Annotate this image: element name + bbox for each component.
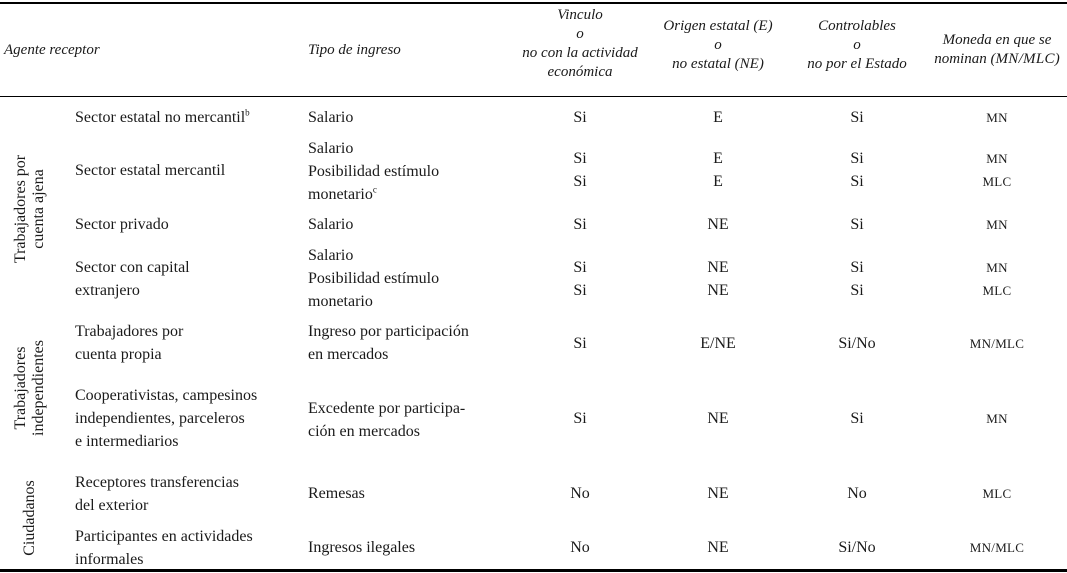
header-origen-line: o bbox=[714, 37, 722, 53]
row-tipo-line: Excedente por participa- bbox=[308, 400, 466, 417]
group-label bbox=[12, 340, 48, 436]
row-origen-line: NE bbox=[707, 282, 729, 299]
row-controlable bbox=[795, 256, 919, 302]
row-agente-line: e intermediarios bbox=[75, 433, 179, 450]
row-agente-line: extranjero bbox=[75, 282, 140, 299]
row-origen: NE bbox=[707, 539, 729, 556]
row-agente-line: Cooperativistas, campesinos bbox=[75, 387, 258, 404]
row-moneda: MN bbox=[986, 217, 1008, 232]
header-moneda-line2 bbox=[927, 50, 1067, 69]
group-label bbox=[12, 155, 48, 263]
row-tipo bbox=[308, 137, 439, 206]
row-vinculo bbox=[518, 147, 642, 193]
row-tipo bbox=[308, 536, 415, 559]
row-origen: E bbox=[713, 109, 723, 126]
row-agente-text: Sector estatal no mercantil bbox=[75, 109, 246, 126]
row-moneda-line: MLC bbox=[982, 283, 1012, 298]
header-origen bbox=[648, 17, 788, 74]
bottom-rule bbox=[0, 569, 1067, 572]
row-origen bbox=[656, 256, 780, 302]
row-vinculo bbox=[518, 256, 642, 302]
row-controlable bbox=[795, 147, 919, 193]
row-tipo-line: Posibilidad estímulo bbox=[308, 270, 440, 287]
header-agente-text: Agente receptor bbox=[4, 42, 100, 58]
header-vinculo-line: económica bbox=[547, 64, 613, 80]
row-moneda: MLC bbox=[982, 486, 1012, 501]
row-tipo bbox=[308, 213, 353, 236]
row-agente-line bbox=[75, 106, 250, 129]
row-vinculo: No bbox=[570, 485, 590, 502]
row-moneda-line: MN bbox=[986, 151, 1008, 166]
group-label bbox=[21, 480, 39, 556]
row-tipo-line: monetario bbox=[308, 293, 373, 310]
row-tipo-line: en mercados bbox=[308, 346, 389, 363]
row-agente-line: informales bbox=[75, 551, 144, 568]
row-moneda-line: MLC bbox=[982, 174, 1012, 189]
row-vinculo: No bbox=[570, 539, 590, 556]
row-tipo-line: Salario bbox=[308, 109, 354, 126]
header-moneda-codes: MN/MLC bbox=[995, 51, 1055, 67]
row-agente-line: cuenta propia bbox=[75, 346, 162, 363]
row-controlable-line: Si bbox=[850, 150, 864, 167]
header-moneda-prefix: nominan ( bbox=[934, 51, 996, 67]
row-agente-line: Receptores transferencias bbox=[75, 474, 239, 491]
row-tipo-line: Remesas bbox=[308, 485, 365, 502]
row-tipo bbox=[308, 482, 365, 505]
header-controlables-line: no por el Estado bbox=[807, 56, 907, 72]
row-vinculo: Si bbox=[573, 109, 587, 126]
header-vinculo-line: o bbox=[576, 26, 584, 42]
row-agente bbox=[75, 256, 190, 302]
row-moneda: MN/MLC bbox=[969, 540, 1025, 555]
row-moneda-line: MN bbox=[986, 260, 1008, 275]
row-controlable: No bbox=[847, 485, 867, 502]
row-controlable-line: Si bbox=[850, 173, 864, 190]
row-agente-line: Sector estatal mercantil bbox=[75, 162, 226, 179]
row-tipo bbox=[308, 397, 465, 443]
header-vinculo-line: Vinculo bbox=[557, 7, 603, 23]
row-controlable: Si/No bbox=[838, 335, 876, 352]
row-controlable: Si bbox=[850, 216, 864, 233]
row-tipo bbox=[308, 106, 353, 129]
group-label-line: Trabajadores por bbox=[12, 154, 29, 264]
header-moneda bbox=[927, 31, 1067, 69]
header-origen-line: Origen estatal (E) bbox=[663, 18, 773, 34]
header-controlables bbox=[787, 17, 927, 74]
row-origen bbox=[656, 147, 780, 193]
row-vinculo-line: Si bbox=[573, 173, 587, 190]
row-vinculo: Si bbox=[573, 216, 587, 233]
row-agente-line: del exterior bbox=[75, 497, 149, 514]
header-rule bbox=[0, 96, 1067, 97]
row-agente-line: Participantes en actividades bbox=[75, 528, 253, 545]
row-agente bbox=[75, 471, 239, 517]
row-moneda: MN bbox=[986, 411, 1008, 426]
row-moneda: MN bbox=[986, 110, 1008, 125]
group-ciudadanos bbox=[0, 468, 60, 568]
row-origen-line: E bbox=[713, 150, 723, 167]
header-agente-receptor bbox=[4, 41, 100, 60]
row-agente bbox=[75, 213, 169, 236]
header-origen-line: no estatal (NE) bbox=[672, 56, 764, 72]
row-vinculo: Si bbox=[573, 410, 587, 427]
group-label-line: Ciudadanos bbox=[21, 480, 38, 556]
row-agente-line: independientes, parceleros bbox=[75, 410, 245, 427]
row-tipo-line: Salario bbox=[308, 216, 354, 233]
row-agente-line: Sector con capital bbox=[75, 259, 190, 276]
row-origen-line: E bbox=[713, 173, 723, 190]
row-controlable: Si/No bbox=[838, 539, 876, 556]
row-agente bbox=[75, 525, 253, 571]
row-vinculo-line: Si bbox=[573, 150, 587, 167]
row-moneda: MN/MLC bbox=[969, 336, 1025, 351]
header-vinculo bbox=[510, 6, 650, 82]
header-controlables-line: Controlables bbox=[818, 18, 896, 34]
row-agente bbox=[75, 384, 257, 453]
row-tipo-line: Salario bbox=[308, 247, 354, 264]
row-controlable: Si bbox=[850, 410, 864, 427]
row-vinculo-line: Si bbox=[573, 259, 587, 276]
header-controlables-line: o bbox=[853, 37, 861, 53]
row-controlable-line: Si bbox=[850, 282, 864, 299]
header-moneda-line1: Moneda en que se bbox=[942, 32, 1052, 48]
row-moneda bbox=[935, 147, 1059, 193]
row-tipo-line: Salario bbox=[308, 140, 354, 157]
row-origen-line: NE bbox=[707, 259, 729, 276]
row-vinculo-line: Si bbox=[573, 282, 587, 299]
header-vinculo-line: no con la actividad bbox=[522, 45, 638, 61]
footnote-marker: c bbox=[372, 184, 377, 195]
row-origen: NE bbox=[707, 485, 729, 502]
row-agente bbox=[75, 106, 250, 129]
row-origen: NE bbox=[707, 216, 729, 233]
group-label-line: Trabajadores bbox=[12, 346, 29, 430]
row-agente-line: Sector privado bbox=[75, 216, 169, 233]
row-tipo-line: Ingreso por participación bbox=[308, 323, 469, 340]
row-tipo-text: monetario bbox=[308, 186, 373, 203]
row-tipo-line: ción en mercados bbox=[308, 423, 420, 440]
row-controlable: Si bbox=[850, 109, 864, 126]
row-vinculo: Si bbox=[573, 335, 587, 352]
footnote-marker: b bbox=[245, 107, 250, 118]
row-agente bbox=[75, 159, 225, 182]
row-tipo-line bbox=[308, 183, 439, 206]
row-tipo-line: Posibilidad estímulo bbox=[308, 163, 440, 180]
row-tipo bbox=[308, 320, 469, 366]
row-tipo-line: Ingresos ilegales bbox=[308, 539, 416, 556]
group-trabajadores-cuenta-ajena bbox=[0, 100, 60, 318]
row-controlable-line: Si bbox=[850, 259, 864, 276]
row-origen: NE bbox=[707, 410, 729, 427]
row-origen: E/NE bbox=[700, 335, 736, 352]
header-tipo-text: Tipo de ingreso bbox=[308, 42, 401, 58]
group-trabajadores-independientes bbox=[0, 318, 60, 458]
row-agente bbox=[75, 320, 183, 366]
header-tipo-ingreso bbox=[308, 41, 401, 60]
top-rule bbox=[0, 2, 1067, 4]
group-label-line: independientes bbox=[30, 340, 47, 436]
header-moneda-suffix: ) bbox=[1054, 51, 1060, 67]
row-tipo bbox=[308, 244, 439, 313]
row-moneda bbox=[935, 256, 1059, 302]
row-agente-line: Trabajadores por bbox=[75, 323, 184, 340]
group-label-line: cuenta ajena bbox=[30, 169, 47, 249]
